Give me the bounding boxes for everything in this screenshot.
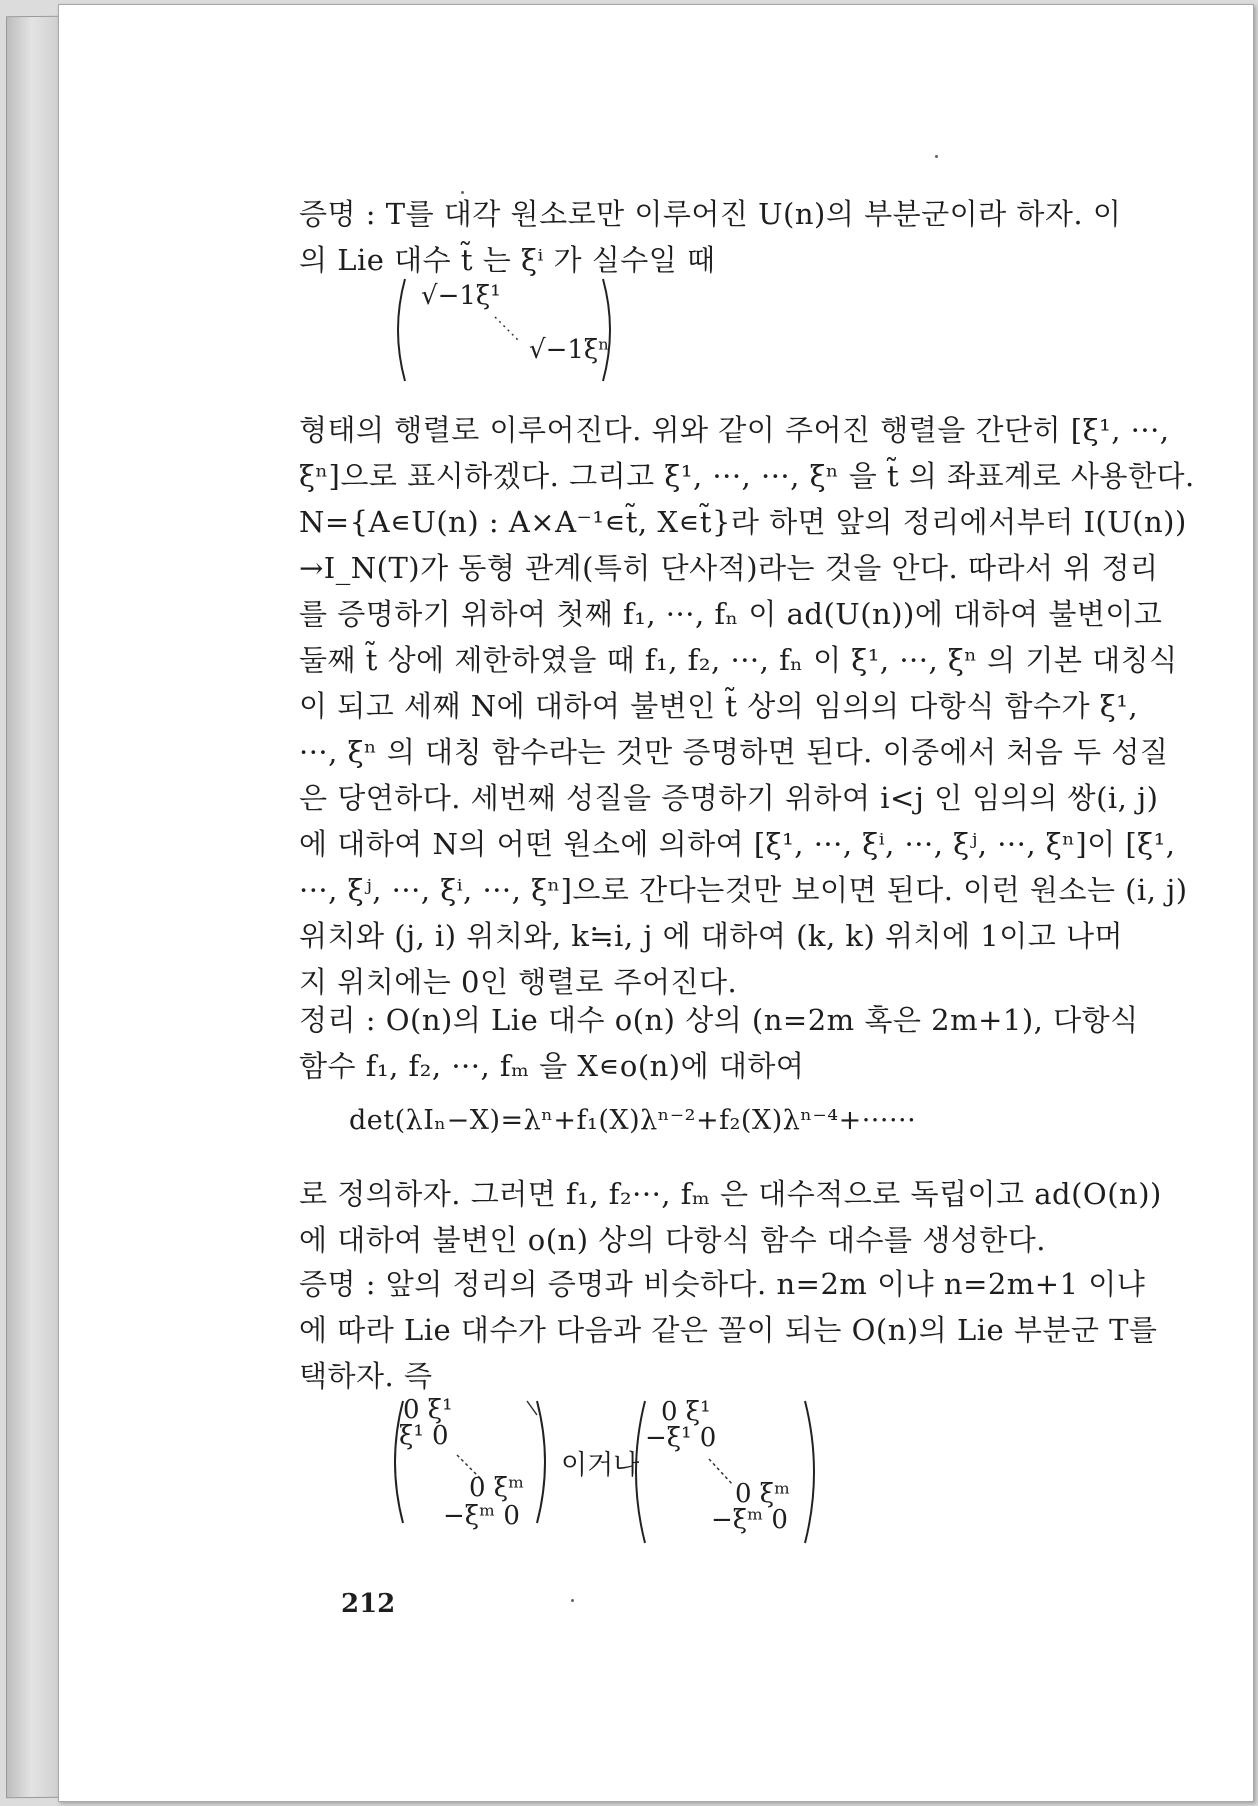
text-line: 를 증명하기 위하여 첫째 f₁, ···, fₙ 이 ad(U(n))에 대하여 불변이고 — [299, 597, 1163, 631]
text-line: →I_N(T)가 동형 관계(특히 단사적)라는 것을 안다. 따라서 위 정리 — [299, 551, 1159, 585]
text-line: 둘째 t̃ 상에 제한하였을 때 f₁, f₂, ···, fₙ 이 ξ¹, ···, ξⁿ 의 기본 대칭식 — [299, 643, 1178, 677]
theorem-paragraph — [299, 997, 1179, 1089]
matrix3-row3: 0 ξᵐ — [735, 1479, 791, 1509]
speck — [461, 191, 464, 194]
text-line: 에 대하여 N의 어떤 원소에 의하여 [ξ¹, ···, ξⁱ, ···, ξʲ, ···, ξⁿ]이 [ξ¹, — [299, 827, 1176, 861]
matrix3-row2: −ξ¹ 0 — [645, 1423, 717, 1453]
matrix3-row4: −ξᵐ 0 — [711, 1505, 788, 1535]
proof1-paragraph — [299, 191, 1179, 283]
book-spine — [6, 16, 62, 1799]
matrix2-row3: 0 ξᵐ — [469, 1473, 525, 1503]
book — [6, 4, 1254, 1802]
text-line: N={A∊U(n) : A×A⁻¹∊t̃, X∊t̃}라 하면 앞의 정리에서부터 I(U(n)) — [299, 505, 1187, 539]
speck — [571, 1599, 574, 1602]
text-line: ξⁿ]으로 표시하겠다. 그리고 ξ¹, ···, ···, ξⁿ 을 t̃ 의 좌표계로 사용한다. — [299, 459, 1195, 493]
theorem-conclusion — [299, 1171, 1179, 1263]
text-line: 증명 : T를 대각 원소로만 이루어진 U(n)의 부분군이라 하자. 이 — [299, 197, 1122, 231]
body1-paragraph — [299, 407, 1195, 1005]
matrix-connector: 이거나 — [561, 1450, 640, 1481]
matrix1-top-entry: √−1ξ¹ — [421, 281, 501, 311]
text-line: 이 되고 세째 N에 대하여 불변인 t̃ 상의 임의의 다항식 함수가 ξ¹, — [299, 689, 1139, 723]
page-number: 212 — [341, 1589, 396, 1619]
theorem-formula: det(λIₙ−X)=λⁿ+f₁(X)λⁿ⁻²+f₂(X)λⁿ⁻⁴+······ — [349, 1105, 917, 1136]
text-line: 에 대하여 불변인 o(n) 상의 다항식 함수 대수를 생성한다. — [299, 1223, 1047, 1257]
text-line: 로 정의하자. 그러면 f₁, f₂···, fₘ 은 대수적으로 독립이고 ad(O(n)) — [299, 1177, 1162, 1211]
text-line: 에 따라 Lie 대수가 다음과 같은 꼴이 되는 O(n)의 Lie 부분군 T를 — [299, 1313, 1158, 1347]
text-line: 지 위치에는 0인 행렬로 주어진다. — [299, 965, 738, 999]
text-line: ···, ξⁿ 의 대칭 함수라는 것만 증명하면 된다. 이중에서 처음 두 성질 — [299, 735, 1169, 769]
text-line: 형태의 행렬로 이루어진다. 위와 같이 주어진 행렬을 간단히 [ξ¹, ···, — [299, 413, 1170, 447]
text-line: 은 당연하다. 세번째 성질을 증명하기 위하여 i<j 인 임의의 쌍(i, j) — [299, 781, 1159, 815]
matrix1-bottom-entry: √−1ξⁿ — [529, 335, 610, 365]
speck — [935, 155, 938, 158]
text-line: ···, ξʲ, ···, ξⁱ, ···, ξⁿ]으로 간다는것만 보이면 된다. 이런 원소는 (i, j) — [299, 873, 1188, 907]
text-line: 의 Lie 대수 t̃ 는 ξⁱ 가 실수일 때 — [299, 243, 716, 277]
text-line: 증명 : 앞의 정리의 증명과 비슷하다. n=2m 이냐 n=2m+1 이냐 — [299, 1267, 1146, 1301]
matrix2-row1: 0 ξ¹ — [403, 1395, 453, 1425]
proof2-paragraph — [299, 1261, 1179, 1399]
text-line: 택하자. 즉 — [299, 1359, 433, 1393]
matrix2-row4: −ξᵐ 0 — [443, 1501, 520, 1531]
text-line: 함수 f₁, f₂, ···, fₘ 을 X∊o(n)에 대하여 — [299, 1049, 805, 1083]
text-line: 정리 : O(n)의 Lie 대수 o(n) 상의 (n=2m 혹은 2m+1), 다항식 — [299, 1003, 1139, 1037]
matrix2-row2: ξ¹ 0 — [399, 1421, 449, 1451]
matrix3-row1: 0 ξ¹ — [661, 1397, 711, 1427]
page — [58, 4, 1254, 1802]
text-line: 위치와 (j, i) 위치와, k≒i, j 에 대하여 (k, k) 위치에 1이고 나머 — [299, 919, 1123, 953]
